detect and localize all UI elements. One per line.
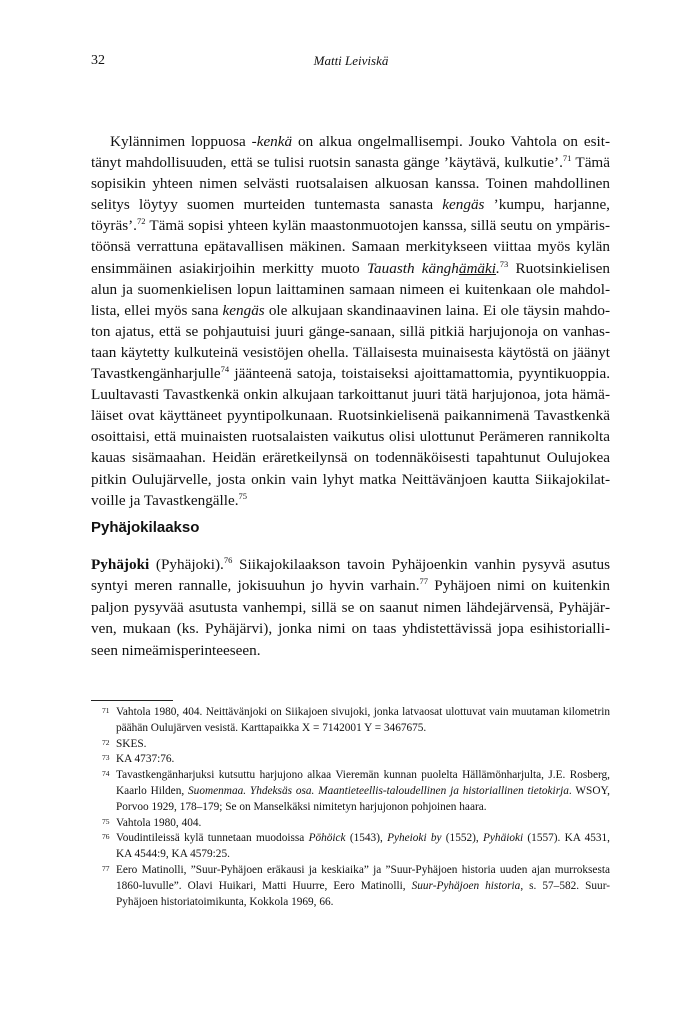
footnote-ref: 76 xyxy=(223,555,233,565)
page-header xyxy=(91,53,611,73)
footnote-text: (1543), xyxy=(345,832,388,845)
text-run: jäänteenä satoja, toistaiseksi ajoittamattomia, pyyntikuoppia. Luultavasti Tavastkenkä onkin alkujaan tarkoittanut juuri tätä harjujonoa, jota hämäläiset ovat käyttäneet pyyntipolkunaan. Ruotsinkielisenä paikannimenä Tavastkenkä osoittaisi, että muinaisten ruotsalaisten vaikutus olisi ulottunut Perämeren rannikolta kauas sisämaahan. Heidän eräretkeilynsä on todennäköisesti tapahtunut Oulujokea pitkin Oulujärvelle, josta onkin vain lyhyt matka Neittävänjoen kautta Siikajokilatvoille ja Tavastkengälle. xyxy=(91,365,610,509)
footnote-74 xyxy=(91,768,610,815)
footnote-text: Vahtola 1980, 404. xyxy=(116,816,202,829)
italic-term: Tauasth kängh xyxy=(366,259,459,277)
paragraph-pyhajoki xyxy=(91,554,610,661)
footnote-number: 71 xyxy=(102,706,110,715)
footnote-text: , s. 57–582. Suur-Pyhäjoen historiatoimikunta, Kokkola 1969, 66. xyxy=(116,879,610,908)
footnote-number: 73 xyxy=(102,753,110,763)
footnote-77 xyxy=(91,863,610,910)
footnote-text: KA 4737:76. xyxy=(116,753,175,766)
text-run: ’kumpu, harjanne, töyräs’. xyxy=(91,196,610,235)
text-run: ole alkujaan skandinaavinen laina. Ei ole täysin mahdoton ajatus, että se pohjautuisi juuri gänge-sanaan, sillä pitkiä harjujonoja on vanhastaan käytetty kulkuteinä vesistöjen ohella. Tällaisesta muinaisesta käytöstä on jäänyt Tavastkengänharjulle xyxy=(91,301,610,383)
footnote-text: Vahtola 1980, 404. Neittävänjoki on Siikajoen sivujoki, jonka latvaosat ulottuvat vain muutaman kilometrin päähän Oulujärven vesistä. Karttapaikka X = 7142001 Y = 3467675. xyxy=(116,706,610,734)
footnote-ref: 75 xyxy=(238,490,248,501)
footnote-number: 76 xyxy=(102,832,110,842)
footnote-text: SKES. xyxy=(116,737,147,750)
footnote-ref: 74 xyxy=(220,364,230,375)
footnote-number: 77 xyxy=(102,863,110,873)
footnote-number: 72 xyxy=(102,737,110,747)
footnote-ref: 73 xyxy=(499,258,509,269)
footnote-italic: Pyheioki by xyxy=(387,832,442,845)
footnote-italic: Pöhöick xyxy=(308,832,346,845)
italic-term: . xyxy=(495,259,500,277)
text-run: Ruotsinkielisen alun ja suomenkielisen lopun laittaminen samaan nimeen ei kuitenkaan ole mahdollista, ellei myös sana xyxy=(91,259,610,319)
bold-term: Pyhäjoki xyxy=(91,556,150,573)
footnote-italic: Suur-Pyhäjoen historia xyxy=(411,879,521,892)
footnote-75 xyxy=(91,816,610,832)
footnote-text: . WSOY, Porvoo 1929, 178–179; Se on Manselkäksi nimitetyn harjujonon pohjoinen haara. xyxy=(116,784,610,813)
italic-term: kengäs xyxy=(222,301,265,319)
page-number: 32 xyxy=(91,53,105,68)
footnote-italic: Suomenmaa. Yhdeksäs osa. Maantieteellis-taloudellinen ja historiallinen tietokirja xyxy=(188,784,569,797)
text-run: Tämä sopisikin yhteen nimen selvästi ruotsalaisen alkuosan kanssa. Toinen mahdollinen selitys löytyy suomen murteiden tuntemasta sanasta xyxy=(91,154,610,214)
footnote-italic: Pyhäioki xyxy=(483,832,524,845)
italic-term-underlined: ämäki xyxy=(458,259,496,277)
footnote-71 xyxy=(91,705,610,737)
footnote-rule xyxy=(91,700,173,701)
italic-term: kengäs xyxy=(442,196,485,214)
text-run: on alkua ongelmallisempi. Jouko Vahtola on esittänyt mahdollisuuden, että se tulisi ruotsin sanasta gänge ’käytävä, kulkutie’. xyxy=(91,133,610,172)
footnotes xyxy=(91,705,610,910)
footnote-text: Tavastkengänharjuksi kutsuttu harjujono alkaa Vieremän kunnan puolelta Hällämönharjulta, J.E. Rosberg, Kaarlo Hilden, xyxy=(116,769,610,797)
running-head: Matti Leiviskä xyxy=(313,53,389,68)
footnote-73 xyxy=(91,752,610,768)
footnote-text: Eero Matinolli, ”Suur-Pyhäjoen eräkausi ja keskiaika” ja ”Suur-Pyhäjoen historia uuden ajan murroksesta 1860-luvulle”. Olavi Huikari, Matti Huurre, Eero Matinolli, xyxy=(116,863,610,892)
text-run: Siikajokilaakson tavoin Pyhäjoenkin vanhin pysyvä asutus syntyi meren rannalle, jokisuuhun jo hyvin varhain. xyxy=(91,556,611,595)
footnote-ref: 77 xyxy=(419,576,429,587)
text-run: Tämä sopisi yhteen kylän maastonmuotojen kanssa, sillä seutu on ympäristöönsä verrattuna epätavallisen mäkinen. Samaan merkitykseen viittaa myös kylän ensimmäinen asiakirjoihin merkitty muoto xyxy=(91,217,610,277)
paragraph-kylannimen xyxy=(91,131,610,511)
italic-term: -kenkä xyxy=(251,133,293,150)
footnote-text: Voudintileissä kylä tunnetaan muodoissa xyxy=(116,832,309,845)
text-run: Kylännimen loppuosa xyxy=(110,133,252,150)
footnote-72 xyxy=(91,737,610,753)
footnote-76 xyxy=(91,831,610,863)
footnote-ref: 71 xyxy=(562,153,572,164)
footnote-ref: 72 xyxy=(136,216,146,227)
footnote-number: 74 xyxy=(102,769,110,779)
text-run: (Pyhäjoki). xyxy=(149,556,224,573)
section-heading: Pyhäjokilaakso xyxy=(91,519,200,536)
text-run: Pyhäjoen nimi on kuitenkin paljon pysyvää asutusta vanhempi, sillä se on saanut nimen lähdejärvensä, Pyhäjärven, mukaan (ks. Pyhäjärvi), jonka nimi on taas yhdistettävissä jopa esihistorialliseen nimeämisperinteeseen. xyxy=(91,577,610,659)
footnote-number: 75 xyxy=(102,816,110,826)
footnote-text: (1552), xyxy=(441,832,483,845)
footnote-text: (1557). KA 4531, KA 4544:9, KA 4579:25. xyxy=(116,832,611,861)
